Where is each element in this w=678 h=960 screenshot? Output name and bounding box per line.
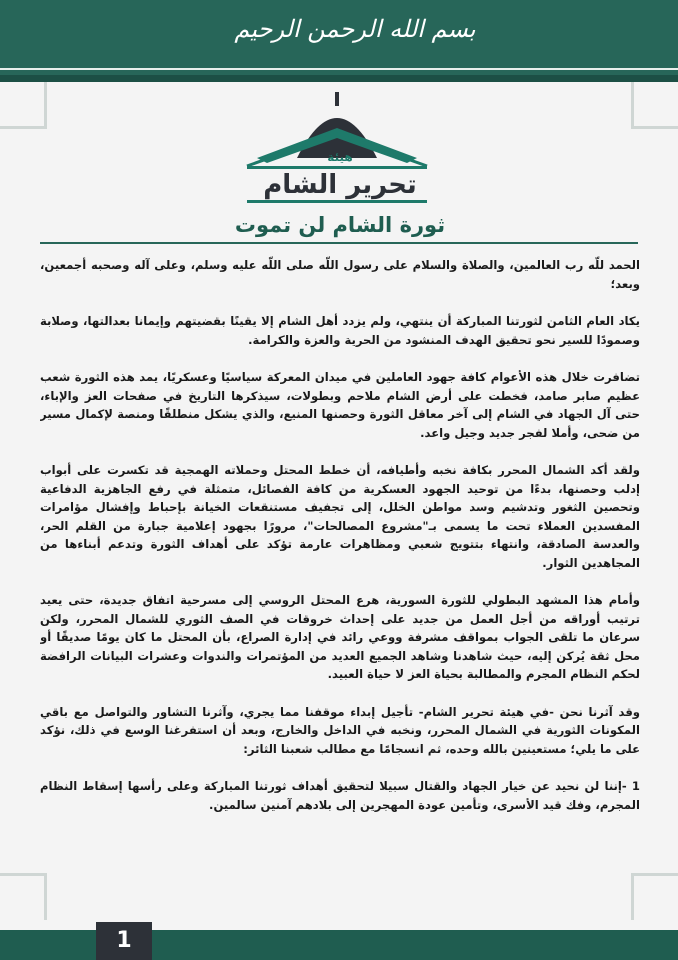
corner-ornament [631,82,678,129]
paragraph: 1 -إننا لن نحيد عن خيار الجهاد والقتال سبيلا لتحقيق أهداف ثورتنا المباركة وعلى رأسها إسقاط النظام المجرم، وفك قيد الأسرى، وتأمين عودة المهجرين إلى بلادهم آمنين سالمين. [40,779,640,812]
document-body [40,256,640,920]
title-divider [40,242,638,244]
logo-title: تحرير الشام [263,170,417,200]
page-number: 1 [96,922,152,960]
paragraph: تضافرت خلال هذه الأعوام كافة جهود العاملين في ميدان المعركة سياسيًا وعسكريًا، يمد هذه الثورة شعب عظيم صابر صامد، فخطت على أرض الشام ملاحم وبطولات، سيذكرها التاريخ في صفحات العز والإباء، حتى آل الجهاد في الشام إلى آخر معاقل الثورة وحصنها المنيع، والذي يشكل منطلقًا ومنصة لإكمال مسير من ضحى، وأملا لفجر جديد وجيل واعد. [40,370,640,440]
paragraph: ولقد أكد الشمال المحرر بكافة نخبه وأطيافه، أن خطط المحتل وحملاته الهمجية قد تكسرت على أبواب إدلب وحصنها، بدءًا من توحيد الجهود العسكرية من كافة الفصائل، متمثلة في رفع الجاهزية الدفاعية وتحصين الثغور وتدشيم وسد مواطن الخلل، إلى تجفيف مستنقعات الخيانة بإحباط وإفشال مؤامرات المفسدين العملاء تحت ما يسمى بـ"مشروع المصالحات"، مرورًا بجهود إعلامية جبارة من القلم الحر، والعدسة الصادقة، وانتهاء بتتويج شعبي ومظاهرات عارمة تؤكد على أهداف الثورة وتدعم أبناءها من المجاهدين الثوار. [40,463,640,570]
header-stripe [0,75,678,82]
paragraph: وقد آثرنا نحن -في هيئة تحرير الشام- تأجيل إبداء موقفنا مما يجري، وآثرنا التشاور والتواصل مع باقي المكونات الثورية في الشمال المحرر، ونخبه في الداخل والخارج، وبعد أن استفرغنا الوسع في ذلك، نؤكد على ما يلي؛ مستعينين بالله وحده، ثم انسجامًا مع مطالب شعبنا الثائر: [40,704,640,756]
header-divider [0,68,678,70]
logo-subtitle: هيئة [327,150,353,164]
paragraph: الحمد للّه رب العالمين، والصلاة والسلام على رسول اللّه صلى اللّه عليه وسلم، وعلى آله وصحبه أجمعين، وبعد؛ [40,258,640,291]
corner-ornament [0,82,47,129]
paragraph: يكاد العام الثامن لثورتنا المباركة أن ينتهي، ولم يزدد أهل الشام إلا يقينًا بقضيتهم وإيمانا بعدالتها، وصلابة وصمودًا للسير نحو تحقيق الهدف المنشود من الحرية والعزة والكرامة. [40,314,640,347]
document-title: ثورة الشام لن تموت [234,213,446,237]
paragraph: وأمام هذا المشهد البطولي للثورة السورية، هرع المحتل الروسي إلى مسرحية اتفاق جديدة، حتى يعيد ترتيب أوراقه من أجل العمل من جديد على إحداث خروقات في الصف الثوري للشمال المحرر، ولكن سرعان ما تلقى الجواب بمواقف مشرفة ووعي رائد في إدارة الصراع، بأن المحتل ما كان يومًا صديقًا أو محل ثقة يُركن إليه، حيث شاهدنا وشاهد الجميع العديد من المؤتمرات والندوات وعشرات البيانات الرافضة لحكم النظام المجرم والمطالبة بحياة العز لا حياة العبيد. [40,593,640,681]
basmala-calligraphy: بسم الله الرحمن الرحيم [234,15,476,43]
